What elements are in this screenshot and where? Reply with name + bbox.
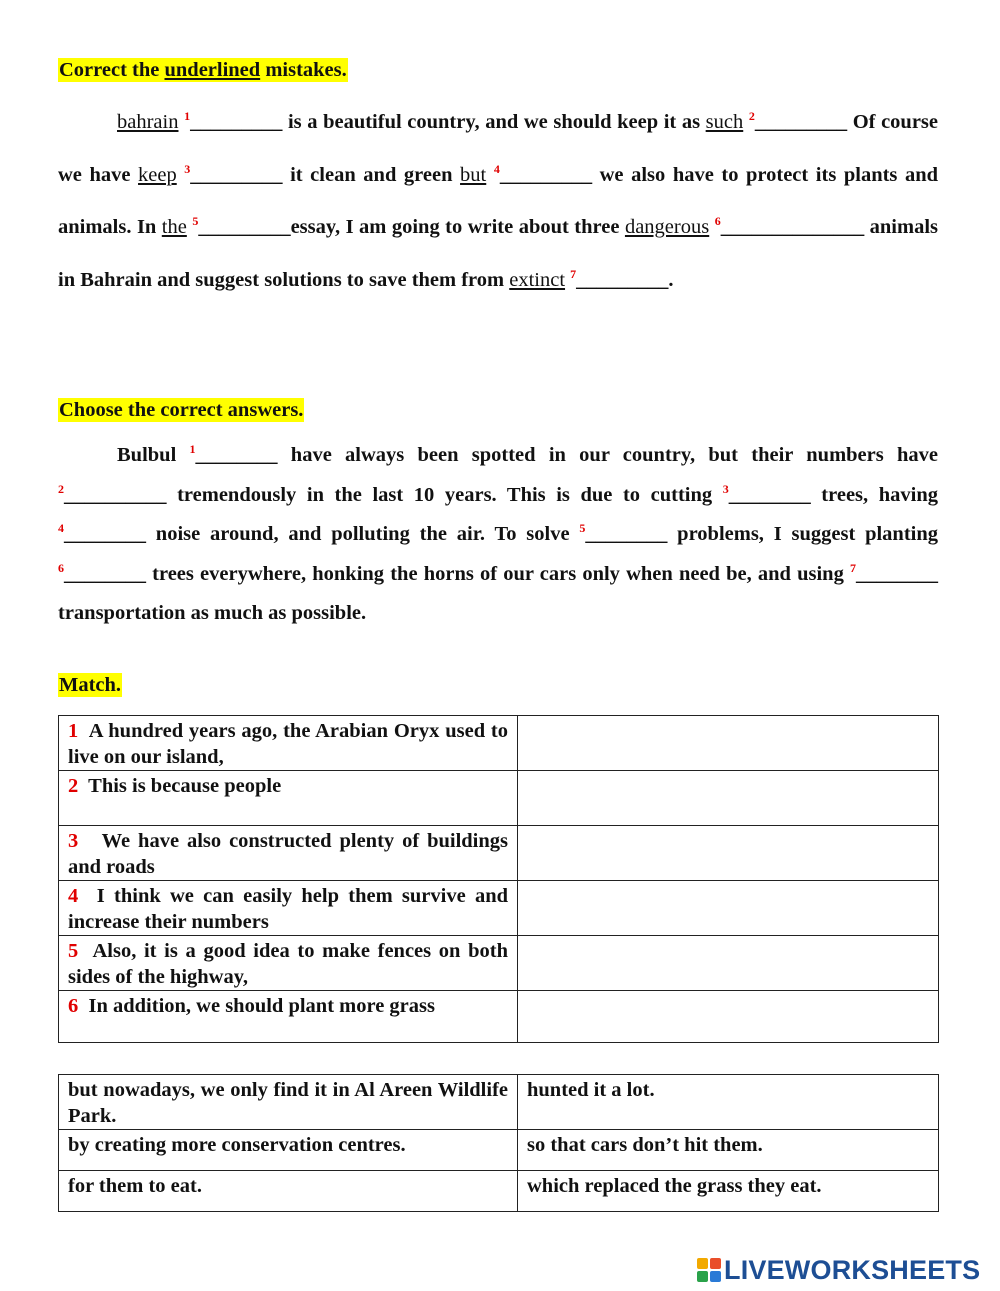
- answer-blank[interactable]: ________: [195, 444, 278, 466]
- answer-blank[interactable]: _________: [190, 111, 283, 133]
- table-row: [59, 771, 939, 826]
- table-row: [59, 881, 939, 936]
- mistake-word: the: [161, 216, 187, 238]
- match-table: [58, 715, 939, 1043]
- answer-blank[interactable]: ________: [728, 483, 811, 506]
- table-row: [59, 991, 939, 1043]
- section-heading-match: Match.: [59, 674, 122, 696]
- mistake-word: bahrain: [117, 111, 179, 133]
- match-drop-cell[interactable]: [518, 826, 939, 881]
- correct-mistakes-paragraph: bahrain $^1$_________ is a beautiful country, and we should keep it as such $^2$_________ Of course we have keep $^3$_________ it clean and green but $^4$_________ we also have to protect its plants and animals. In the $^5$_________essay, I am going to write about three dangerous $^6$______________ animals in Bahrain and suggest solutions to save them from extinct $^7$_________.: [58, 109, 939, 291]
- answer-blank[interactable]: ________: [856, 562, 938, 585]
- answer-blank[interactable]: __________: [64, 483, 167, 506]
- table-row: [59, 1130, 939, 1171]
- match-option[interactable]: but nowadays, we only find it in Al Areen Wildlife Park.: [59, 1075, 518, 1130]
- mistake-word: such: [705, 111, 744, 133]
- match-prompt: 5 Also, it is a good idea to make fences on both sides of the highway,: [59, 936, 518, 991]
- logo-blocks-icon: [697, 1258, 721, 1282]
- table-row: [59, 936, 939, 991]
- options-table: [58, 1074, 939, 1212]
- match-drop-cell[interactable]: [518, 716, 939, 771]
- mistake-word: keep: [138, 163, 177, 186]
- answer-blank[interactable]: _________: [190, 163, 283, 186]
- match-drop-cell[interactable]: [518, 991, 939, 1043]
- match-drop-cell[interactable]: [518, 936, 939, 991]
- answer-blank[interactable]: _________: [198, 216, 291, 238]
- logo-text: LIVEWORKSHEETS: [724, 1254, 981, 1285]
- match-prompt: 4 I think we can easily help them survive and increase their numbers: [59, 881, 518, 936]
- match-drop-cell[interactable]: [518, 771, 939, 826]
- section-heading-correct: Correct the underlined mistakes.: [59, 59, 347, 81]
- match-option[interactable]: hunted it a lot.: [518, 1075, 939, 1130]
- mistake-word: dangerous: [624, 216, 710, 238]
- match-prompt: 6 In addition, we should plant more grass: [59, 991, 518, 1043]
- answer-blank[interactable]: ______________: [720, 216, 865, 238]
- answer-blank[interactable]: _________: [576, 268, 669, 291]
- mistake-word: but: [460, 163, 487, 186]
- table-row: [59, 826, 939, 881]
- match-prompt: 3 We have also constructed plenty of buildings and roads: [59, 826, 518, 881]
- answer-blank[interactable]: ________: [64, 562, 146, 585]
- match-option[interactable]: so that cars don’t hit them.: [518, 1130, 939, 1171]
- match-option[interactable]: by creating more conservation centres.: [59, 1130, 518, 1171]
- match-option[interactable]: for them to eat.: [59, 1171, 518, 1212]
- liveworksheets-logo: [697, 1254, 980, 1286]
- answer-blank[interactable]: ________: [585, 523, 668, 545]
- answer-blank[interactable]: _________: [754, 111, 848, 133]
- choose-answers-paragraph: Bulbul $^1$________ have always been spotted in our country, but their numbers have $^2$__________ tremendously in the last 10 years. This is due to cutting $^3$________ trees, having $^4$________ noise around, and polluting the air. To solve $^5$________ problems, I suggest planting $^6$________ trees everywhere, honking the horns of our cars only when need be, and using $^7$________ transportation as much as possible.: [58, 442, 938, 624]
- match-prompt: 2 This is because people: [59, 771, 518, 826]
- table-row: [59, 1171, 939, 1212]
- match-option[interactable]: which replaced the grass they eat.: [518, 1171, 939, 1212]
- section-heading-choose: Choose the correct answers.: [59, 399, 304, 421]
- table-row: [59, 716, 939, 771]
- answer-blank[interactable]: ________: [64, 523, 146, 545]
- match-drop-cell[interactable]: [518, 881, 939, 936]
- mistake-word: extinct: [509, 268, 566, 291]
- table-row: [59, 1075, 939, 1130]
- match-prompt: 1 A hundred years ago, the Arabian Oryx used to live on our island,: [59, 716, 518, 771]
- answer-blank[interactable]: _________: [499, 163, 593, 186]
